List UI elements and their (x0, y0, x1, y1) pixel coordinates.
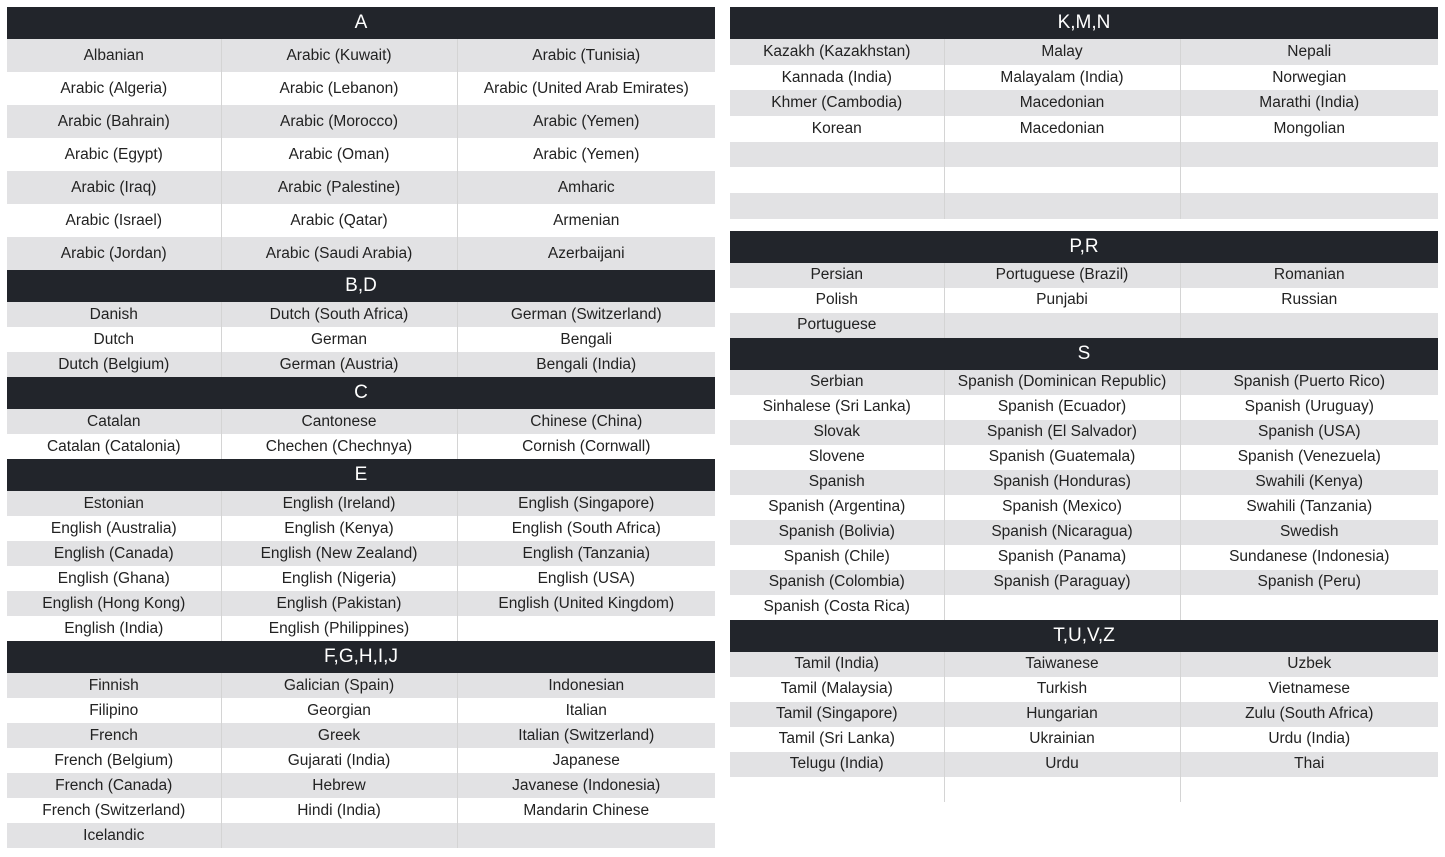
table-row (730, 545, 1438, 570)
language-cell: Portuguese (Brazil) (944, 263, 1180, 288)
language-cell: Hebrew (221, 773, 457, 798)
language-cell: Dutch (Belgium) (7, 352, 221, 377)
language-cell: Tamil (Sri Lanka) (730, 727, 944, 752)
language-cell: French (Switzerland) (7, 798, 221, 823)
language-cell (730, 193, 944, 219)
language-cell (944, 595, 1180, 620)
language-cell: Kazakh (Kazakhstan) (730, 39, 944, 65)
language-cell: Spanish (Honduras) (944, 470, 1180, 495)
language-cell: Spanish (Panama) (944, 545, 1180, 570)
language-cell: Tamil (Malaysia) (730, 677, 944, 702)
language-cell: Serbian (730, 370, 944, 395)
language-cell: Mandarin Chinese (457, 798, 715, 823)
language-cell: Catalan (Catalonia) (7, 434, 221, 459)
language-cell: Sinhalese (Sri Lanka) (730, 395, 944, 420)
language-cell: English (Kenya) (221, 516, 457, 541)
language-cell (221, 823, 457, 848)
language-table-a (7, 39, 715, 270)
language-cell: Azerbaijani (457, 237, 715, 270)
language-cell: English (United Kingdom) (457, 591, 715, 616)
language-cell (457, 823, 715, 848)
table-row (7, 39, 715, 72)
language-cell: Spanish (Bolivia) (730, 520, 944, 545)
language-cell: English (Australia) (7, 516, 221, 541)
table-row (7, 798, 715, 823)
table-row (730, 727, 1438, 752)
language-cell: Polish (730, 288, 944, 313)
language-cell: German (Austria) (221, 352, 457, 377)
language-cell: German (Switzerland) (457, 302, 715, 327)
table-row (730, 39, 1438, 65)
table-row (7, 72, 715, 105)
language-cell (944, 313, 1180, 338)
language-cell: English (Hong Kong) (7, 591, 221, 616)
language-cell: Arabic (Yemen) (457, 138, 715, 171)
language-cell: French (7, 723, 221, 748)
language-cell: Arabic (Lebanon) (221, 72, 457, 105)
language-cell: Korean (730, 116, 944, 142)
table-row (730, 395, 1438, 420)
section-header-e: E (7, 459, 715, 491)
language-cell: Galician (Spain) (221, 673, 457, 698)
table-row (730, 470, 1438, 495)
language-cell: Swahili (Kenya) (1180, 470, 1438, 495)
language-cell: English (Ghana) (7, 566, 221, 591)
language-cell: Cantonese (221, 409, 457, 434)
language-cell: Bengali (457, 327, 715, 352)
language-cell: Macedonian (944, 116, 1180, 142)
language-cell (730, 167, 944, 193)
language-cell: Spanish (Mexico) (944, 495, 1180, 520)
table-row (7, 409, 715, 434)
section-header-b-d: B,D (7, 270, 715, 302)
language-cell: Dutch (7, 327, 221, 352)
language-cell (1180, 595, 1438, 620)
language-cell: Urdu (India) (1180, 727, 1438, 752)
language-cell: Persian (730, 263, 944, 288)
language-cell (1180, 313, 1438, 338)
language-cell (1180, 193, 1438, 219)
language-cell: English (New Zealand) (221, 541, 457, 566)
table-row (730, 752, 1438, 777)
language-cell: Greek (221, 723, 457, 748)
language-cell: Slovene (730, 445, 944, 470)
language-cell: English (Ireland) (221, 491, 457, 516)
table-row (730, 167, 1438, 193)
language-cell: Estonian (7, 491, 221, 516)
language-cell: Swedish (1180, 520, 1438, 545)
language-cell: Portuguese (730, 313, 944, 338)
table-row (730, 65, 1438, 91)
table-row (7, 516, 715, 541)
language-cell: English (Canada) (7, 541, 221, 566)
language-cell: Arabic (United Arab Emirates) (457, 72, 715, 105)
language-cell: Punjabi (944, 288, 1180, 313)
table-row (730, 90, 1438, 116)
language-cell: Spanish (Peru) (1180, 570, 1438, 595)
section-header-p-r: P,R (730, 231, 1438, 263)
table-row (7, 616, 715, 641)
language-cell: Taiwanese (944, 652, 1180, 677)
table-row (7, 773, 715, 798)
section-header-a: A (7, 7, 715, 39)
table-row (7, 823, 715, 848)
language-cell: Marathi (India) (1180, 90, 1438, 116)
language-cell: Spanish (Nicaragua) (944, 520, 1180, 545)
table-row (730, 313, 1438, 338)
language-cell: English (Singapore) (457, 491, 715, 516)
language-table-s (730, 370, 1438, 620)
table-row (7, 673, 715, 698)
language-cell: Hindi (India) (221, 798, 457, 823)
table-row (7, 723, 715, 748)
language-cell: Tamil (India) (730, 652, 944, 677)
language-cell: Italian (457, 698, 715, 723)
language-cell: Arabic (Oman) (221, 138, 457, 171)
section-header-k-m-n: K,M,N (730, 7, 1438, 39)
language-table-t-u-v-z (730, 652, 1438, 802)
language-cell: Italian (Switzerland) (457, 723, 715, 748)
language-cell: Amharic (457, 171, 715, 204)
language-cell: Spanish (Venezuela) (1180, 445, 1438, 470)
language-table-b-d (7, 302, 715, 377)
language-cell: Thai (1180, 752, 1438, 777)
table-row (7, 352, 715, 377)
language-cell: Arabic (Iraq) (7, 171, 221, 204)
table-row (7, 698, 715, 723)
language-cell (730, 777, 944, 802)
table-row (7, 237, 715, 270)
language-cell: Arabic (Algeria) (7, 72, 221, 105)
language-table-f-g-h-i-j (7, 673, 715, 848)
language-cell: English (India) (7, 616, 221, 641)
language-cell (1180, 167, 1438, 193)
table-row (7, 327, 715, 352)
language-cell: Bengali (India) (457, 352, 715, 377)
language-cell: Spanish (730, 470, 944, 495)
section-header-s: S (730, 338, 1438, 370)
table-row (730, 595, 1438, 620)
language-cell: Uzbek (1180, 652, 1438, 677)
table-row (7, 541, 715, 566)
language-cell (944, 193, 1180, 219)
language-cell: Hungarian (944, 702, 1180, 727)
language-cell: Arabic (Tunisia) (457, 39, 715, 72)
language-cell: Spanish (Argentina) (730, 495, 944, 520)
language-cell: Spanish (Ecuador) (944, 395, 1180, 420)
section-header-c: C (7, 377, 715, 409)
table-row (730, 193, 1438, 219)
table-row (7, 138, 715, 171)
language-cell: Spanish (Colombia) (730, 570, 944, 595)
language-cell: Tamil (Singapore) (730, 702, 944, 727)
language-table-c (7, 409, 715, 459)
language-cell: English (USA) (457, 566, 715, 591)
language-cell: Vietnamese (1180, 677, 1438, 702)
language-cell (944, 167, 1180, 193)
language-cell: Macedonian (944, 90, 1180, 116)
language-cell: Indonesian (457, 673, 715, 698)
language-cell: Arabic (Bahrain) (7, 105, 221, 138)
language-cell: Malayalam (India) (944, 65, 1180, 91)
table-row (7, 748, 715, 773)
language-cell: Arabic (Qatar) (221, 204, 457, 237)
language-cell: English (Tanzania) (457, 541, 715, 566)
table-row (7, 491, 715, 516)
language-cell: Ukrainian (944, 727, 1180, 752)
language-cell (1180, 142, 1438, 168)
language-cell: Chechen (Chechnya) (221, 434, 457, 459)
language-cell (944, 777, 1180, 802)
language-cell: Chinese (China) (457, 409, 715, 434)
language-cell: Albanian (7, 39, 221, 72)
language-cell: Kannada (India) (730, 65, 944, 91)
language-cell: Spanish (Paraguay) (944, 570, 1180, 595)
language-cell: French (Belgium) (7, 748, 221, 773)
language-cell: English (Nigeria) (221, 566, 457, 591)
table-row (730, 702, 1438, 727)
language-cell: Spanish (Chile) (730, 545, 944, 570)
language-cell: German (221, 327, 457, 352)
language-cell: English (Philippines) (221, 616, 457, 641)
language-cell: Nepali (1180, 39, 1438, 65)
language-cell: Spanish (USA) (1180, 420, 1438, 445)
language-cell: Spanish (Costa Rica) (730, 595, 944, 620)
language-cell: Norwegian (1180, 65, 1438, 91)
table-row (7, 302, 715, 327)
language-cell: Gujarati (India) (221, 748, 457, 773)
section-spacer (730, 219, 1438, 231)
language-cell: Arabic (Israel) (7, 204, 221, 237)
language-table-e (7, 491, 715, 641)
language-cell: Catalan (7, 409, 221, 434)
language-cell: Arabic (Kuwait) (221, 39, 457, 72)
language-cell: Filipino (7, 698, 221, 723)
language-table-k-m-n (730, 39, 1438, 219)
table-row (730, 652, 1438, 677)
language-cell: Spanish (Dominican Republic) (944, 370, 1180, 395)
language-cell: Armenian (457, 204, 715, 237)
table-row (7, 566, 715, 591)
language-cell: Danish (7, 302, 221, 327)
language-cell: Arabic (Saudi Arabia) (221, 237, 457, 270)
table-row (730, 142, 1438, 168)
language-cell: Mongolian (1180, 116, 1438, 142)
language-cell: Telugu (India) (730, 752, 944, 777)
table-row (730, 495, 1438, 520)
table-row (730, 445, 1438, 470)
table-row (730, 570, 1438, 595)
language-cell: Dutch (South Africa) (221, 302, 457, 327)
language-cell: Spanish (El Salvador) (944, 420, 1180, 445)
right-column (730, 7, 1438, 802)
table-row (7, 434, 715, 459)
language-cell (730, 142, 944, 168)
language-cell: Spanish (Puerto Rico) (1180, 370, 1438, 395)
section-header-f-g-h-i-j: F,G,H,I,J (7, 641, 715, 673)
left-column (7, 7, 715, 848)
language-cell: Icelandic (7, 823, 221, 848)
table-row (7, 591, 715, 616)
language-cell: Romanian (1180, 263, 1438, 288)
table-row (730, 677, 1438, 702)
table-row (730, 116, 1438, 142)
language-cell (944, 142, 1180, 168)
language-cell (1180, 777, 1438, 802)
language-cell: Slovak (730, 420, 944, 445)
language-cell (457, 616, 715, 641)
table-row (7, 171, 715, 204)
language-cell: Georgian (221, 698, 457, 723)
language-cell: Khmer (Cambodia) (730, 90, 944, 116)
table-row (730, 777, 1438, 802)
table-row (730, 420, 1438, 445)
table-row (730, 263, 1438, 288)
language-cell: Zulu (South Africa) (1180, 702, 1438, 727)
language-cell: Arabic (Jordan) (7, 237, 221, 270)
table-row (730, 520, 1438, 545)
language-cell: Arabic (Egypt) (7, 138, 221, 171)
language-cell: English (South Africa) (457, 516, 715, 541)
language-cell: English (Pakistan) (221, 591, 457, 616)
language-cell: Swahili (Tanzania) (1180, 495, 1438, 520)
language-cell: Japanese (457, 748, 715, 773)
language-cell: Cornish (Cornwall) (457, 434, 715, 459)
language-cell: Arabic (Yemen) (457, 105, 715, 138)
language-cell: Malay (944, 39, 1180, 65)
language-cell: Spanish (Guatemala) (944, 445, 1180, 470)
table-row (7, 105, 715, 138)
language-cell: Turkish (944, 677, 1180, 702)
language-cell: Russian (1180, 288, 1438, 313)
language-cell: Arabic (Morocco) (221, 105, 457, 138)
section-header-t-u-v-z: T,U,V,Z (730, 620, 1438, 652)
language-cell: Sundanese (Indonesia) (1180, 545, 1438, 570)
language-cell: Spanish (Uruguay) (1180, 395, 1438, 420)
table-row (7, 204, 715, 237)
language-cell: Javanese (Indonesia) (457, 773, 715, 798)
language-cell: Finnish (7, 673, 221, 698)
table-row (730, 370, 1438, 395)
language-cell: Urdu (944, 752, 1180, 777)
table-row (730, 288, 1438, 313)
language-cell: Arabic (Palestine) (221, 171, 457, 204)
language-cell: French (Canada) (7, 773, 221, 798)
language-table-p-r (730, 263, 1438, 338)
